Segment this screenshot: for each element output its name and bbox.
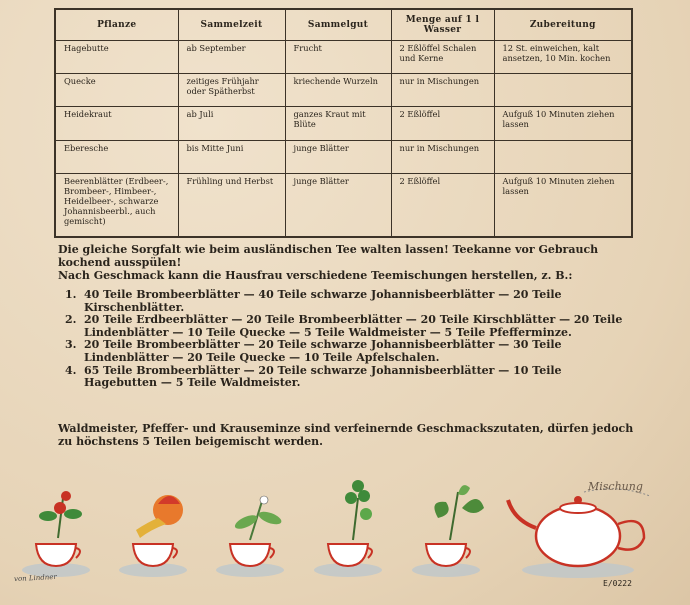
print-code: E/0222 bbox=[603, 579, 632, 588]
table-cell bbox=[494, 140, 632, 173]
header-sammelzeit: Sammelzeit bbox=[178, 9, 285, 41]
table-row bbox=[55, 140, 632, 173]
table-cell: Frühling und Herbst bbox=[178, 173, 285, 237]
list-item: 2. 20 Teile Erdbeerblätter — 20 Teile Brombeerblätter — 20 Teile Kirschblätter — 20 Teile Lindenblätter — 10 Teile Quecke — 5 Teile Waldmeister — 5 Teile Pfefferminze. bbox=[65, 313, 623, 339]
table-cell: 12 St. einweichen, kalt ansetzen, 10 Min. kochen bbox=[494, 41, 632, 74]
table-row bbox=[55, 173, 632, 237]
table-cell: junge Blätter bbox=[285, 140, 391, 173]
table-header-row bbox=[55, 9, 632, 41]
mixture-list bbox=[58, 289, 638, 390]
tea-illustration bbox=[18, 478, 668, 588]
list-item: 4. 65 Teile Brombeerblätter — 20 Teile schwarze Johannisbeerblätter — 10 Teile Hagebutten — 5 Teile Waldmeister. bbox=[65, 363, 562, 390]
table-cell: Beerenblätter (Erdbeer-, Brombeer-, Himbeer-, Heidelbeer-, schwarze Johannisbeerbl., auch gemischt) bbox=[55, 173, 178, 237]
table-cell: Quecke bbox=[55, 74, 178, 107]
table-cell: ganzes Kraut mit Blüte bbox=[285, 107, 391, 140]
closing-note: Waldmeister, Pfeffer- und Krauseminze sind verfeinernde Geschmackszutaten, dürfen jedoch zu höchstens 5 Teilen beigemischt werden. bbox=[58, 422, 634, 448]
table-cell: zeitiges Frühjahr oder Spätherbst bbox=[178, 74, 285, 107]
table-row bbox=[55, 107, 632, 140]
table-cell: ab September bbox=[178, 41, 285, 74]
tea-cups bbox=[36, 544, 470, 566]
header-menge: Menge auf 1 l Wasser bbox=[391, 9, 494, 41]
header-zubereitung: Zubereitung bbox=[494, 9, 632, 41]
table-row bbox=[55, 74, 632, 107]
list-item: 3. 20 Teile Brombeerblätter — 20 Teile schwarze Johannisbeerblätter — 30 Teile Lindenblätter — 20 Teile Quecke — 10 Teile Apfelschalen. bbox=[65, 338, 562, 364]
table-cell: 2 Eßlöffel bbox=[391, 173, 494, 237]
table-cell: 2 Eßlöffel Schalen und Kerne bbox=[391, 41, 494, 74]
teapot-icon bbox=[508, 489, 650, 566]
rosehip-icon bbox=[39, 491, 82, 538]
table-cell: Heidekraut bbox=[55, 107, 178, 140]
artist-signature: von Lindner bbox=[13, 572, 57, 584]
teapot-label: Mischung bbox=[588, 480, 643, 493]
table-cell: nur in Mischungen bbox=[391, 140, 494, 173]
table-cell: bis Mitte Juni bbox=[178, 140, 285, 173]
mixtures-intro: Nach Geschmack kann die Hausfrau verschiedene Teemischungen herstellen, z. B.: bbox=[58, 269, 573, 282]
table-cell: Frucht bbox=[285, 41, 391, 74]
table-cell: junge Blätter bbox=[285, 173, 391, 237]
table-cell: Eberesche bbox=[55, 140, 178, 173]
list-item: 1. 40 Teile Brombeerblätter — 40 Teile schwarze Johannisbeerblätter — 20 Teile Kirschenblätter. bbox=[65, 288, 562, 314]
table-cell: Aufguß 10 Minuten ziehen lassen bbox=[494, 107, 632, 140]
clover-icon bbox=[345, 480, 372, 540]
table-cell bbox=[494, 74, 632, 107]
care-instruction: Die gleiche Sorgfalt wie beim ausländischen Tee walten lassen! Teekanne vor Gebrauch kochend ausspülen! bbox=[58, 243, 599, 269]
blackberry-leaves-icon bbox=[434, 485, 484, 540]
header-pflanze: Pflanze bbox=[55, 9, 178, 41]
apple-peel-icon bbox=[136, 495, 183, 538]
tea-table bbox=[54, 8, 633, 238]
table-cell: Hagebutte bbox=[55, 41, 178, 74]
table-cell: 2 Eßlöffel bbox=[391, 107, 494, 140]
table-cell: kriechende Wurzeln bbox=[285, 74, 391, 107]
table-cell: ab Juli bbox=[178, 107, 285, 140]
woodruff-icon bbox=[233, 496, 283, 540]
table-cell: Aufguß 10 Minuten ziehen lassen bbox=[494, 173, 632, 237]
table-row bbox=[55, 41, 632, 74]
table-cell: nur in Mischungen bbox=[391, 74, 494, 107]
saucer-shadows bbox=[22, 562, 634, 578]
header-sammelgut: Sammelgut bbox=[285, 9, 391, 41]
